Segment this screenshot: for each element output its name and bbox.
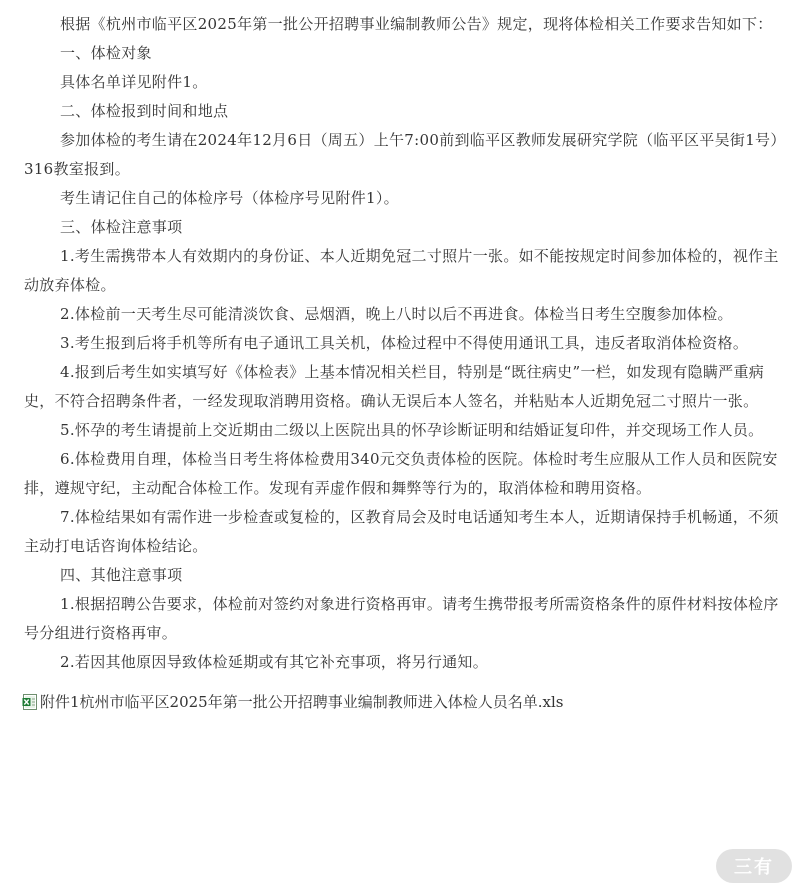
- section-heading-1: 一、体检对象: [60, 44, 152, 62]
- paragraph: 考生请记住自己的体检序号（体检序号见附件1）。: [60, 189, 399, 207]
- paragraph: 1.根据招聘公告要求，体检前对签约对象进行资格再审。请考生携带报考所需资格条件的原件材料按体检序号分组进行资格再审。: [24, 595, 779, 642]
- paragraph: 2.体检前一天考生尽可能清淡饮食、忌烟酒，晚上八时以后不再进食。体检当日考生空腹参加体检。: [60, 305, 733, 323]
- section-heading-2: 二、体检报到时间和地点: [60, 102, 229, 120]
- paragraph: 参加体检的考生请在2024年12月6日（周五）上午7:00前到临平区教师发展研究学院（临平区平吴街1号）316教室报到。: [24, 131, 779, 178]
- attachment-link[interactable]: 附件1杭州市临平区2025年第一批公开招聘事业编制教师进入体检人员名单.xls: [40, 693, 564, 711]
- attachment-row: [22, 691, 784, 713]
- paragraph: 4.报到后考生如实填写好《体检表》上基本情况相关栏目，特别是“既往病史”一栏，如发现有隐瞒严重病史，不符合招聘条件者，一经发现取消聘用资格。确认无误后本人签名，并粘贴本人近期免冠二寸照片一张。: [24, 363, 765, 410]
- paragraph: 3.考生报到后将手机等所有电子通讯工具关机，体检过程中不得使用通讯工具，违反者取消体检资格。: [60, 334, 749, 352]
- paragraph: 2.若因其他原因导致体检延期或有其它补充事项，将另行通知。: [60, 653, 489, 671]
- paragraph: 7.体检结果如有需作进一步检查或复检的，区教育局会及时电话通知考生本人，近期请保持手机畅通，不须主动打电话咨询体检结论。: [24, 508, 779, 555]
- paragraph: 1.考生需携带本人有效期内的身份证、本人近期免冠二寸照片一张。如不能按规定时间参加体检的，视作主动放弃体检。: [24, 247, 779, 294]
- section-heading-3: 三、体检注意事项: [60, 218, 183, 236]
- section-heading-4: 四、其他注意事项: [60, 566, 183, 584]
- xls-file-icon[interactable]: [22, 694, 38, 710]
- article-body: [24, 10, 784, 713]
- paragraph-intro: 根据《杭州市临平区2025年第一批公开招聘事业编制教师公告》规定，现将体检相关工作要求告知如下：: [60, 15, 773, 33]
- paragraph: 5.怀孕的考生请提前上交近期由二级以上医院出具的怀孕诊断证明和结婚证复印件，并交现场工作人员。: [60, 421, 764, 439]
- paragraph: 具体名单详见附件1。: [60, 73, 208, 91]
- watermark-logo: 三有: [716, 849, 792, 883]
- paragraph: 6.体检费用自理，体检当日考生将体检费用340元交负责体检的医院。体检时考生应服从工作人员和医院安排，遵规守纪，主动配合体检工作。发现有弄虚作假和舞弊等行为的，取消体检和聘用资格。: [24, 450, 778, 497]
